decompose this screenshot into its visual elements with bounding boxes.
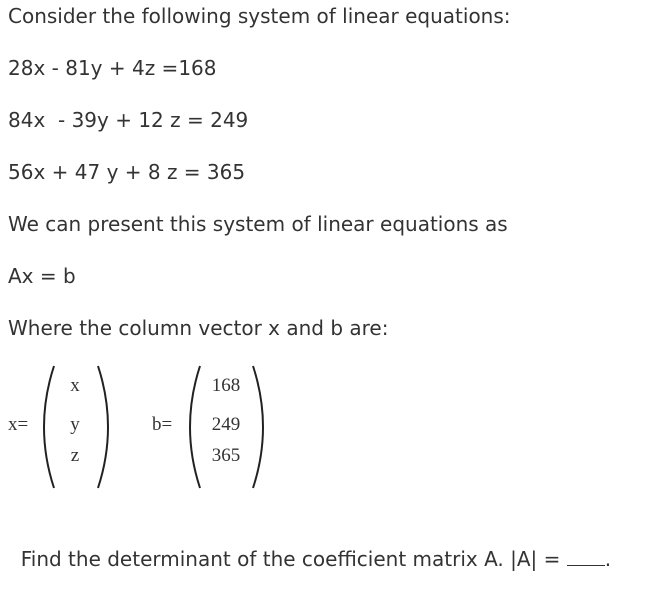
intro-text: Consider the following system of linear equations: xyxy=(8,4,511,28)
vector-b-label: b= xyxy=(152,414,173,435)
vector-b-entry-1: 168 xyxy=(211,375,241,396)
present-text: We can present this system of linear equations as xyxy=(8,212,508,236)
question-text: Find the determinant of the coefficient matrix A. |A| = xyxy=(20,547,561,571)
answer-blank[interactable] xyxy=(567,547,605,566)
vector-x-right-paren xyxy=(98,366,108,488)
vector-b-left-paren xyxy=(190,366,200,488)
column-vector-text: Where the column vector x and b are: xyxy=(8,316,389,340)
vector-x-entry-3: z xyxy=(70,445,80,466)
vector-x-label: x= xyxy=(8,414,29,435)
vector-b-right-paren xyxy=(253,366,263,488)
equation-3: 56x + 47 y + 8 z = 365 xyxy=(8,160,246,184)
vector-b-entry-3: 365 xyxy=(211,445,241,466)
equation-1: 28x - 81y + 4z =168 xyxy=(8,56,217,80)
equation-2: 84x - 39y + 12 z = 249 xyxy=(8,108,249,132)
question-suffix: . xyxy=(604,547,612,571)
vector-x-entry-1: x xyxy=(70,375,80,396)
vector-x-entry-2: y xyxy=(70,414,80,435)
determinant-question xyxy=(8,520,611,572)
vector-x-left-paren xyxy=(44,366,54,488)
vector-b-entry-2: 249 xyxy=(211,414,241,435)
matrix-form: Ax = b xyxy=(8,264,76,288)
